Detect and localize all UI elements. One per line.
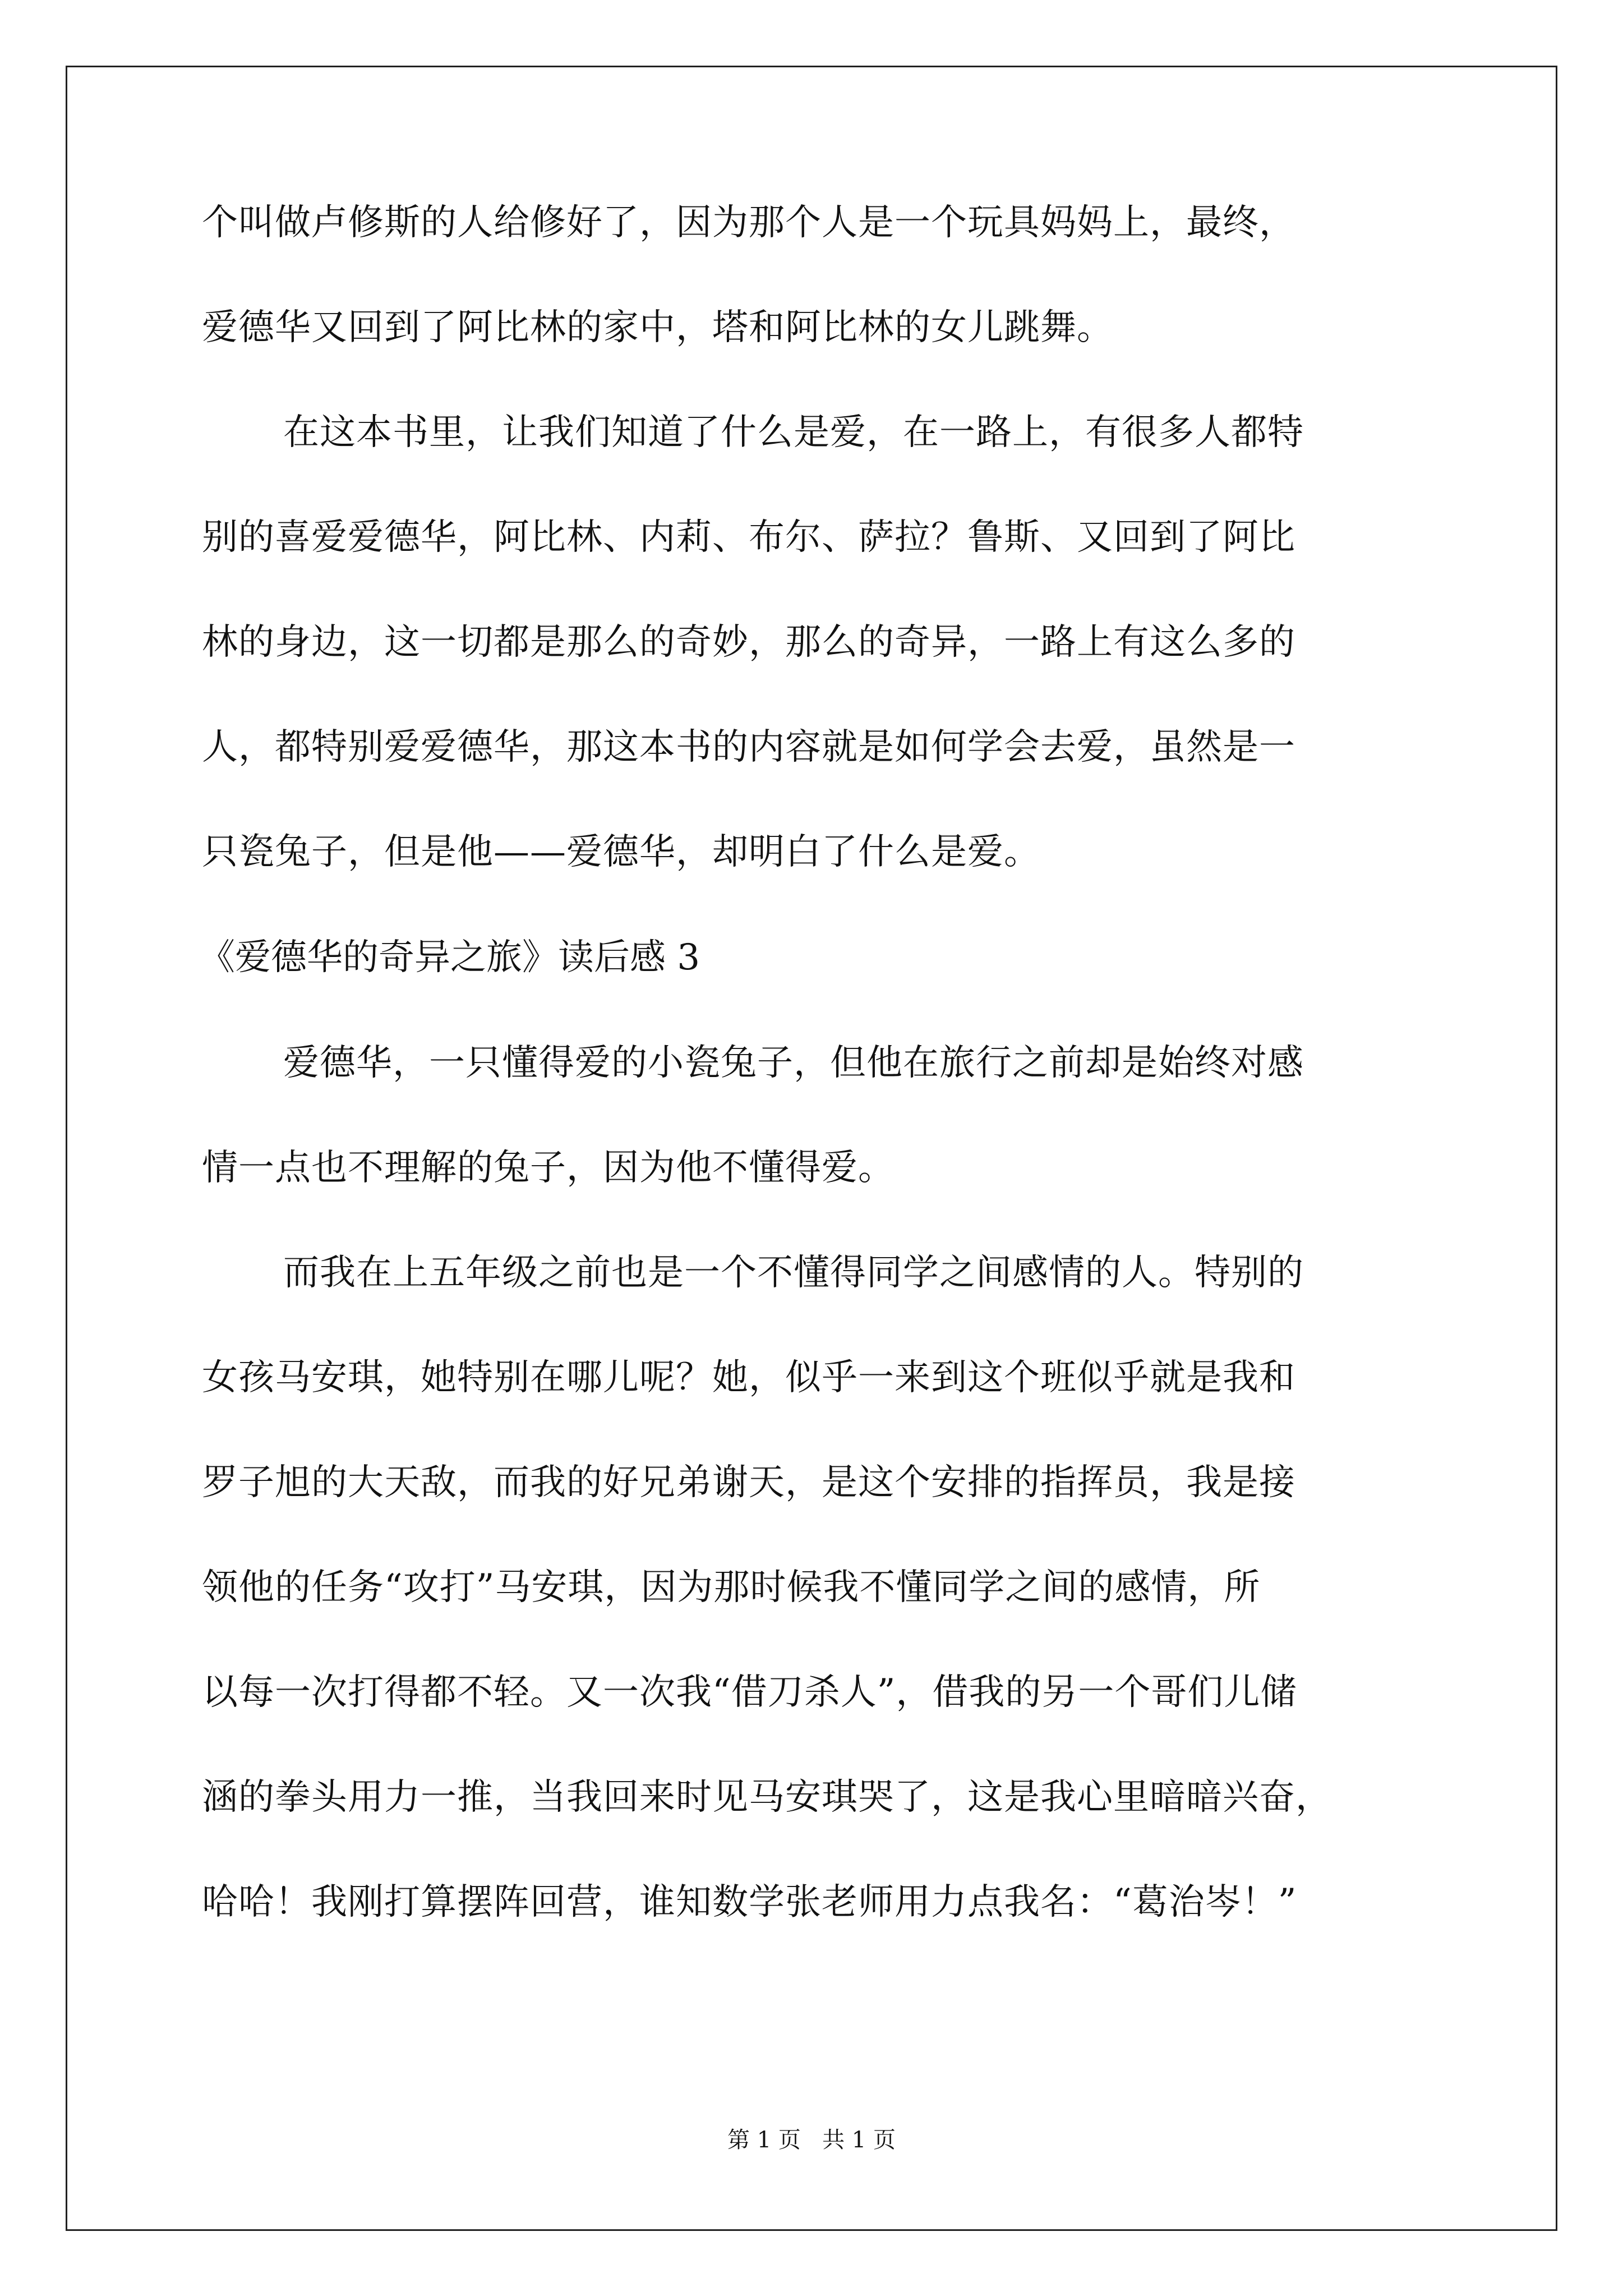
text-line: 女孩马安琪，她特别在哪儿呢？她，似乎一来到这个班似乎就是我和: [202, 1357, 1295, 1398]
text-line: 罗子旭的大天敌，而我的好兄弟谢天，是这个安排的指挥员，我是接: [202, 1462, 1295, 1503]
text-line: 只瓷兔子，但是他——爱德华，却明白了什么是爱。: [202, 831, 1040, 873]
section-title-text: 《爱德华的奇异之旅》读后感 3: [199, 937, 700, 978]
text-line: 爱德华又回到了阿比林的家中，塔和阿比林的女儿跳舞。: [202, 307, 1113, 348]
page-footer: 第 1 页 共 1 页: [727, 2127, 896, 2153]
text-line: 哈哈！我刚打算摆阵回营，谁知数学张老师用力点我名：“葛治岑！”: [202, 1881, 1297, 1923]
text-line: 情一点也不理解的兔子，因为他不懂得爱。: [202, 1147, 895, 1189]
text-line: 个叫做卢修斯的人给修好了，因为那个人是一个玩具妈妈上，最终，: [202, 202, 1295, 243]
text-line: 领他的任务“攻打”马安琪，因为那时候我不懂同学之间的感情，所: [202, 1567, 1261, 1608]
text-line: 爱德华，一只懂得爱的小瓷兔子，但他在旅行之前却是始终对感: [283, 1042, 1304, 1084]
text-line: 在这本书里，让我们知道了什么是爱，在一路上，有很多人都特: [283, 412, 1304, 453]
paragraph: [202, 1252, 1332, 1924]
paragraph: [202, 202, 1295, 349]
paragraph: [202, 1042, 1304, 1189]
text-line: 而我在上五年级之前也是一个不懂得同学之间感情的人。特别的: [283, 1252, 1304, 1294]
paragraph: [202, 412, 1304, 873]
text-line: 以每一次打得都不轻。又一次我“借刀杀人”，借我的另一个哥们儿储: [202, 1672, 1297, 1713]
text-line: 人，都特别爱爱德华，那这本书的内容就是如何学会去爱，虽然是一: [202, 726, 1295, 768]
text-line: 涵的拳头用力一推，当我回来时见马安琪哭了，这是我心里暗暗兴奋，: [202, 1777, 1332, 1818]
section-title: [199, 937, 700, 979]
text-line: 别的喜爱爱德华，阿比林、内莉、布尔、萨拉？鲁斯、又回到了阿比: [202, 517, 1295, 558]
text-line: 林的身边，这一切都是那么的奇妙，那么的奇异，一路上有这么多的: [202, 622, 1295, 663]
